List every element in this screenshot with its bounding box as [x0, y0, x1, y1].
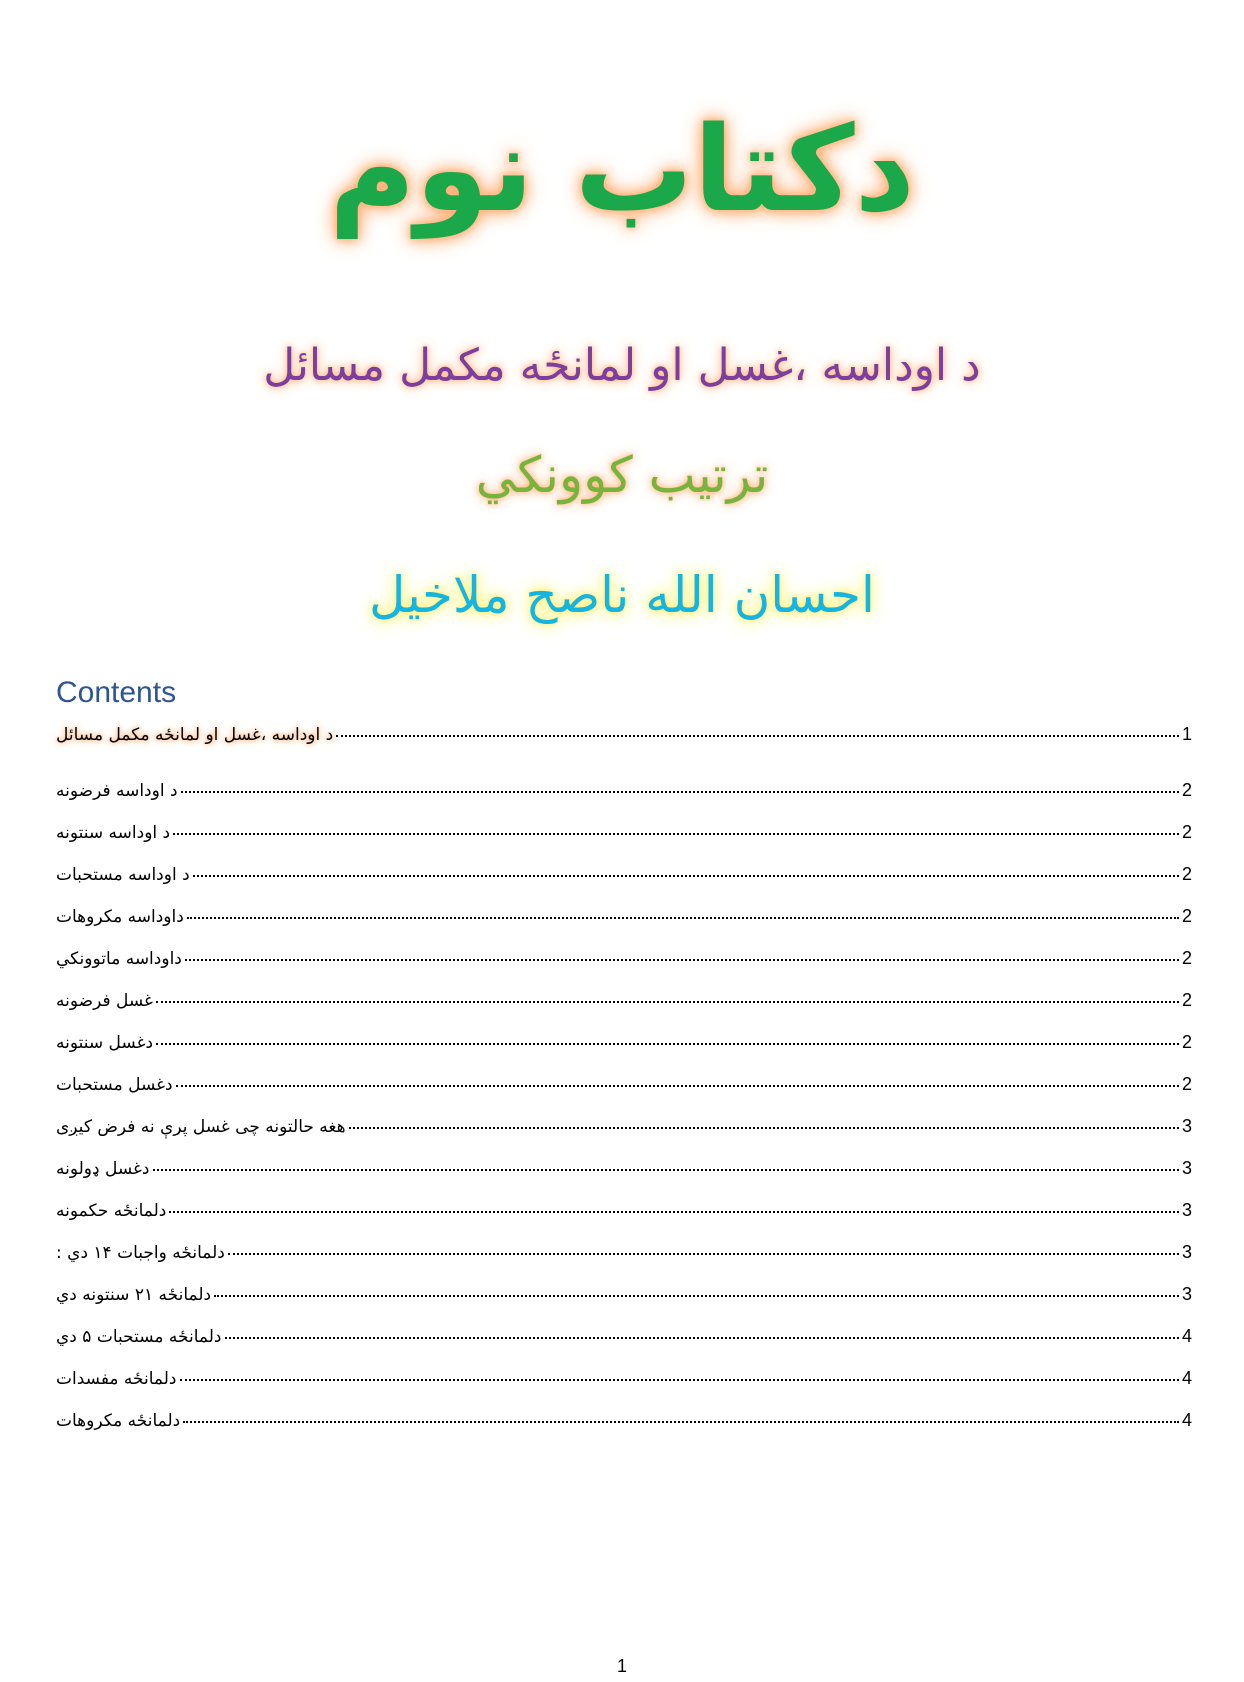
toc-entry[interactable]	[56, 1284, 1192, 1326]
toc-entry-title: دلمانځه مفسدات	[56, 1369, 177, 1389]
toc-entry-page: 3	[1181, 1158, 1192, 1178]
toc-entry[interactable]	[56, 1200, 1192, 1242]
toc-entry-title: دغسل ډولونه	[56, 1159, 150, 1179]
toc-dot-leader	[156, 1001, 1179, 1003]
toc-dot-leader	[228, 1253, 1179, 1255]
toc-entry-title: هغه حالتونه چی غسل پرې نه فرض کیږی	[56, 1117, 346, 1137]
toc-entry[interactable]	[56, 822, 1192, 864]
toc-dot-leader	[180, 1379, 1179, 1381]
toc-dot-leader	[187, 917, 1179, 919]
toc-entry-page: 3	[1181, 1284, 1192, 1304]
toc-dot-leader	[225, 1337, 1179, 1339]
toc-entry-page: 3	[1181, 1116, 1192, 1136]
toc-dot-leader	[183, 1421, 1179, 1423]
toc-entry-page: 2	[1181, 1074, 1192, 1094]
toc-entry[interactable]	[56, 1074, 1192, 1116]
toc-entry[interactable]	[56, 1116, 1192, 1158]
toc-entry-page: 3	[1181, 1200, 1192, 1220]
toc-entry-page: 4	[1181, 1326, 1192, 1346]
toc-entry-title: د اوداسه فرضونه	[56, 781, 178, 801]
toc-entry-page: 4	[1181, 1368, 1192, 1388]
table-of-contents	[56, 724, 1192, 1452]
toc-entry-title: دلمانځه حکمونه	[56, 1201, 167, 1221]
toc-entry-page: 2	[1181, 906, 1192, 926]
toc-entry-title: داوداسه ماتوونکي	[56, 949, 182, 969]
book-title: دکتاب نوم	[328, 100, 916, 238]
toc-entry-page: 2	[1181, 948, 1192, 968]
toc-entry-title: دلمانځه ۲۱ سنتونه دي	[56, 1285, 212, 1305]
toc-entry[interactable]	[56, 724, 1192, 780]
toc-entry-title: غسل فرضونه	[56, 991, 153, 1011]
toc-entry-page: 2	[1181, 990, 1192, 1010]
page-number: 1	[616, 1656, 627, 1676]
toc-entry[interactable]	[56, 1368, 1192, 1410]
toc-entry-page: 2	[1181, 1032, 1192, 1052]
toc-entry[interactable]	[56, 948, 1192, 990]
toc-dot-leader	[169, 1211, 1179, 1213]
toc-dot-leader	[176, 1085, 1179, 1087]
toc-entry-title: دغسل سنتونه	[56, 1033, 154, 1053]
toc-entry[interactable]	[56, 1242, 1192, 1284]
toc-entry-title: د اوداسه مستحبات	[56, 865, 190, 885]
toc-entry-title: دلمانځه مکروهات	[56, 1411, 181, 1431]
book-subtitle: د اوداسه ،غسل او لمانځه مکمل مسائل	[263, 340, 981, 391]
toc-dot-leader	[349, 1127, 1179, 1129]
toc-entry[interactable]	[56, 1410, 1192, 1452]
toc-entry-title: داوداسه مکروهات	[56, 907, 184, 927]
toc-entry-title: دلمانځه واجبات ۱۴ دي :	[56, 1243, 225, 1263]
toc-entry-page: 2	[1181, 822, 1192, 842]
toc-entry-page: 4	[1181, 1410, 1192, 1430]
toc-dot-leader	[214, 1295, 1179, 1297]
toc-entry-page: 2	[1181, 780, 1192, 800]
toc-entry-page: 2	[1181, 864, 1192, 884]
toc-entry-title: د اوداسه ،غسل او لمانځه مکمل مسائل	[56, 725, 334, 745]
toc-dot-leader	[336, 735, 1179, 737]
toc-entry[interactable]	[56, 780, 1192, 822]
toc-entry[interactable]	[56, 1158, 1192, 1200]
toc-heading: Contents	[56, 676, 177, 709]
toc-dot-leader	[173, 833, 1179, 835]
toc-entry-title: دلمانځه مستحبات ۵ دي	[56, 1327, 222, 1347]
toc-entry[interactable]	[56, 864, 1192, 906]
compiled-by-label: ترتیب کوونکي	[475, 446, 769, 504]
toc-dot-leader	[156, 1043, 1179, 1045]
toc-entry[interactable]	[56, 1032, 1192, 1074]
toc-entry-title: دغسل مستحبات	[56, 1075, 173, 1095]
toc-entry-page: 3	[1181, 1242, 1192, 1262]
toc-dot-leader	[181, 791, 1179, 793]
toc-entry-title: د اوداسه سنتونه	[56, 823, 171, 843]
toc-entry[interactable]	[56, 906, 1192, 948]
toc-dot-leader	[193, 875, 1179, 877]
toc-dot-leader	[185, 959, 1179, 961]
toc-entry[interactable]	[56, 990, 1192, 1032]
toc-entry[interactable]	[56, 1326, 1192, 1368]
author-name: احسان الله ناصح ملاخیل	[369, 566, 875, 624]
toc-entry-page: 1	[1181, 724, 1192, 744]
toc-dot-leader	[153, 1169, 1179, 1171]
